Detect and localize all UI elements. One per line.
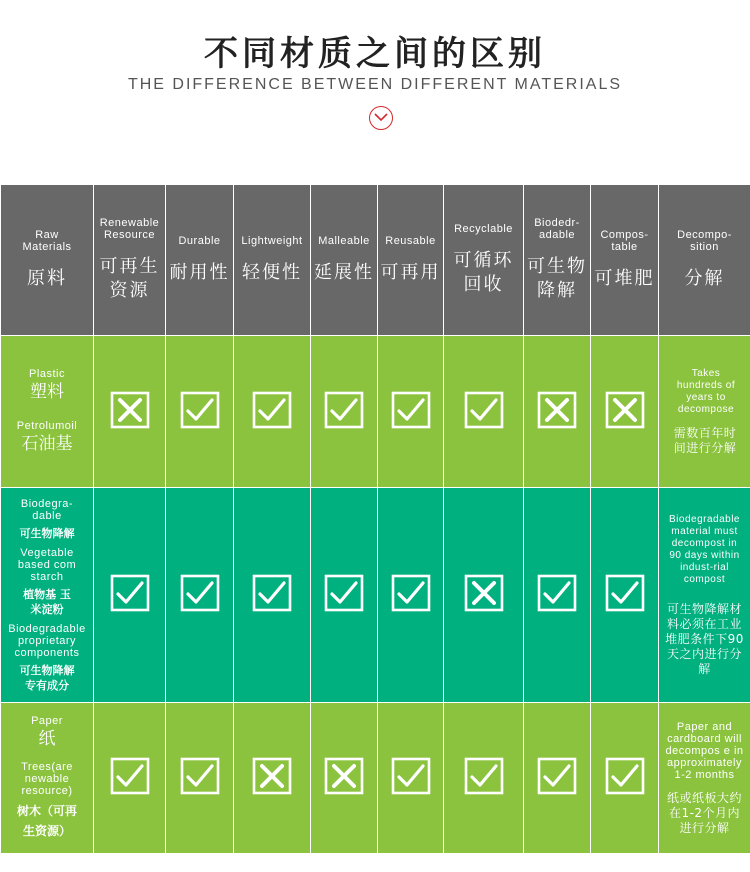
header-col-en: Durable xyxy=(178,235,221,247)
header-col-en: Renewable Resource xyxy=(99,217,160,241)
header-col xyxy=(524,185,591,336)
page-title: 不同材质之间的区别 xyxy=(204,34,546,74)
checkbox-cross-icon xyxy=(110,391,150,429)
decomposition-note xyxy=(659,488,750,703)
mark-cell xyxy=(234,488,311,703)
source-en: Trees(are newable resource) xyxy=(21,761,73,797)
header-decomposition xyxy=(659,185,750,336)
component-cn: 可生物降解 专有成分 xyxy=(19,663,75,692)
checkbox-checked-icon xyxy=(391,391,431,429)
material-cn: 纸 xyxy=(38,729,56,749)
source-cn: 植物基 玉米淀粉 xyxy=(23,587,71,616)
checkbox-cross-icon xyxy=(537,391,577,429)
checkbox-checked-icon xyxy=(605,574,645,612)
checkbox-checked-icon xyxy=(464,757,504,795)
header-col-cn: 可循环回收 xyxy=(453,250,514,295)
checkbox-checked-icon xyxy=(324,391,364,429)
mark-cell xyxy=(166,336,234,488)
checkbox-cross-icon xyxy=(252,757,292,795)
mark-cell xyxy=(94,336,166,488)
header-col xyxy=(311,185,378,336)
note-cn: 可生物降解材料必须在工业堆肥条件下90天之内进行分解 xyxy=(665,601,744,676)
mark-cell xyxy=(311,488,378,703)
checkbox-cross-icon xyxy=(324,757,364,795)
table-row-paper xyxy=(1,703,750,854)
source-cn: 树木（可再生资源） xyxy=(16,804,77,838)
header-col-cn: 可生物降解 xyxy=(527,256,587,301)
mark-cell xyxy=(166,703,234,854)
mark-cell xyxy=(311,703,378,854)
source-en: Vegetable based com starch xyxy=(17,546,77,583)
header-col-cn: 可再用 xyxy=(380,262,441,283)
material-cn: 可生物降解 xyxy=(19,526,75,540)
checkbox-checked-icon xyxy=(180,757,220,795)
checkbox-checked-icon xyxy=(110,757,150,795)
header-col-cn: 轻便性 xyxy=(242,262,302,283)
mark-cell xyxy=(378,703,444,854)
checkbox-checked-icon xyxy=(537,757,577,795)
header-row xyxy=(1,185,750,336)
source-en: Petrolumoil xyxy=(16,419,78,432)
material-cell xyxy=(1,703,94,854)
checkbox-checked-icon xyxy=(180,391,220,429)
checkbox-checked-icon xyxy=(252,574,292,612)
material-cell xyxy=(1,488,94,703)
table-row-plastic xyxy=(1,336,750,488)
mark-cell xyxy=(234,703,311,854)
mark-cell xyxy=(524,703,591,854)
checkbox-checked-icon xyxy=(391,574,431,612)
checkbox-checked-icon xyxy=(180,574,220,612)
checkbox-cross-icon xyxy=(464,574,504,612)
header-col-en: Recyclable xyxy=(454,223,513,235)
checkbox-checked-icon xyxy=(252,391,292,429)
mark-cell xyxy=(94,488,166,703)
page-header xyxy=(0,0,750,185)
header-col xyxy=(234,185,311,336)
header-col xyxy=(591,185,659,336)
decomposition-note xyxy=(659,336,750,488)
header-col xyxy=(444,185,524,336)
mark-cell xyxy=(166,488,234,703)
material-cn: 塑料 xyxy=(30,381,64,402)
checkbox-checked-icon xyxy=(324,574,364,612)
header-col xyxy=(378,185,444,336)
checkbox-checked-icon xyxy=(391,757,431,795)
header-decomp-cn: 分解 xyxy=(684,268,725,289)
material-en: Paper xyxy=(31,715,63,727)
header-col xyxy=(166,185,234,336)
mark-cell xyxy=(591,336,659,488)
mark-cell xyxy=(524,336,591,488)
mark-cell xyxy=(378,336,444,488)
header-col-en: Malleable xyxy=(318,235,370,247)
page-subtitle: THE DIFFERENCE BETWEEN DIFFERENT MATERIALS xyxy=(127,76,623,93)
checkbox-cross-icon xyxy=(605,391,645,429)
header-col-en: Biodedr-adable xyxy=(534,217,580,241)
mark-cell xyxy=(234,336,311,488)
header-col-cn: 耐用性 xyxy=(169,262,230,283)
note-en: Paper and cardboard will decompos e in approximately 1-2 months xyxy=(665,720,744,781)
mark-cell xyxy=(444,488,524,703)
header-col-cn: 可堆肥 xyxy=(594,268,655,289)
header-col-en: Lightweight xyxy=(241,235,303,247)
mark-cell xyxy=(94,703,166,854)
header-decomp-en: Decompo-sition xyxy=(677,229,732,253)
header-raw-en: Raw Materials xyxy=(22,229,72,253)
header-col-cn: 延展性 xyxy=(314,262,374,283)
checkbox-checked-icon xyxy=(537,574,577,612)
header-raw-materials xyxy=(1,185,94,336)
mark-cell xyxy=(444,336,524,488)
header-col-en: Compos-table xyxy=(600,229,649,253)
checkbox-checked-icon xyxy=(605,757,645,795)
material-cell xyxy=(1,336,94,488)
checkbox-checked-icon xyxy=(110,574,150,612)
header-col-en: Reusable xyxy=(385,235,436,247)
mark-cell xyxy=(444,703,524,854)
header-raw-cn: 原料 xyxy=(27,268,67,289)
material-en: Plastic xyxy=(29,367,65,380)
chevron-down-circle-icon[interactable] xyxy=(369,106,393,130)
comparison-table xyxy=(0,184,750,854)
header-col-cn: 可再生资源 xyxy=(99,256,160,301)
header-col xyxy=(94,185,166,336)
mark-cell xyxy=(524,488,591,703)
mark-cell xyxy=(591,703,659,854)
checkbox-checked-icon xyxy=(464,391,504,429)
note-en: Biodegradable material must decompost in 90 days within indust-rial compost xyxy=(669,513,740,585)
decomposition-note xyxy=(659,703,750,854)
note-en: Takes hundreds of years to decompose xyxy=(676,367,736,415)
mark-cell xyxy=(378,488,444,703)
component-en: Biodegradable proprietary components xyxy=(8,622,86,659)
mark-cell xyxy=(591,488,659,703)
source-cn: 石油基 xyxy=(21,433,73,454)
material-en: Biodegra-dable xyxy=(20,497,74,522)
mark-cell xyxy=(311,336,378,488)
note-cn: 需数百年时间进行分解 xyxy=(673,425,737,455)
table-row-biodegradable xyxy=(1,488,750,703)
note-cn: 纸或纸板大约在1-2个月内进行分解 xyxy=(666,790,742,835)
